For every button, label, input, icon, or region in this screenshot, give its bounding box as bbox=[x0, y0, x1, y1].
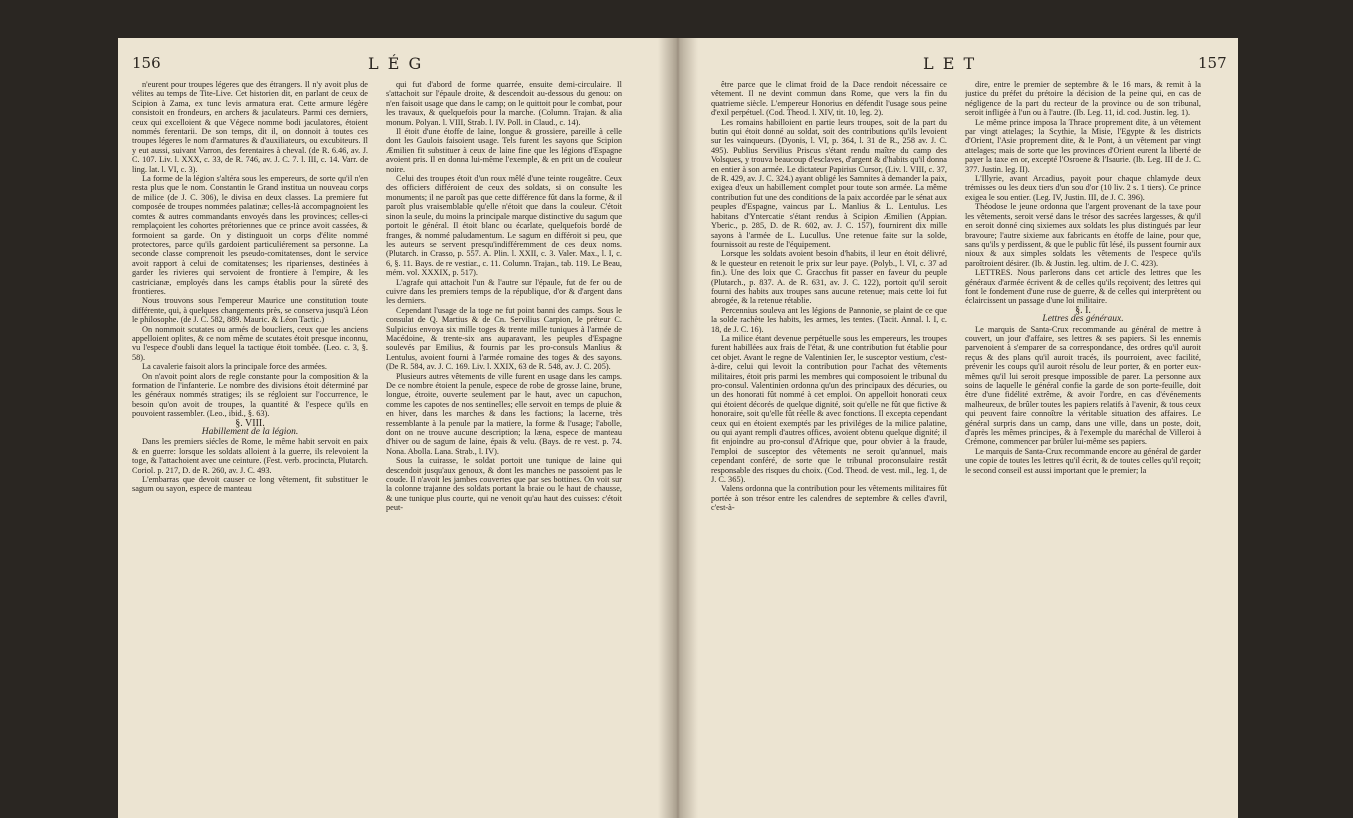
paragraph: Les romains habilloient en partie leurs troupes, soit de la part du butin qui étoit donné au soldat, soit des contributions qu'ils levoient sur les vainqueurs. (Dyonis, l. VI, p. 364, l. 31 de R., 258 av. J. C. 495). Publius Servilius Priscus s'étant rendu maître du camp des Volsques, y trouva beaucoup d'esclaves, d'argent & d'habits qu'il donna en entier à son armée. Le dictateur Papirius Cursor, (Liv. l. VIII, c. 37, de R. 429, av. J. C. 324.) ayant obligé les Samnites à demander la paix, exigea d'eux un habillement complet pour toute son armée. La même contribution fut une des conditions de la paix accordée par le sénat aux peuples d'Espagne, vaincus par L. Manlius & L. Lentulus. Les habitans d'Yntercatie s'étant rendus à Scipion Æmilien (Appian. Yberic., p. 285, D. de R. 602, av. J. C. 157), fournirent dix mille sayons à l'armée de L. Lucullus. Une retenue faite sur la solde, fournissoit au reste de l'équipement. bbox=[711, 117, 947, 249]
paragraph: On n'avoit point alors de regle constante pour la composition & la formation de l'infanterie. Le nombre des divisions étoit déterminé par les généraux nommés stratiges; ils se régloient sur l'occurrence, le besoin qu'on avoit de troupes, la quantité & l'espece qu'ils en pouvoient rassembler. (Leo., ibid., §. 63). bbox=[132, 371, 368, 419]
paragraph: être parce que le climat froid de la Dace rendoit nécessaire ce vêtement. Il ne devint commun dans Rome, que vers la fin du quatrieme siècle. L'empereur Honorius en défendit l'usage sous peine d'exil perpétuel. (Cod. Theod. l. XIV, tit. 10, leg. 2). bbox=[711, 80, 947, 118]
paragraph: Percennius souleva ant les légions de Pannonie, se plaint de ce que la solde rachète les habits, les armes, les tentes. (Tacit. Annal. l. I, c. 18, de J. C. 16). bbox=[711, 305, 947, 334]
paragraph: La milice étant devenue perpétuelle sous les empereurs, les troupes furent habillées aux frais de l'état, & une contribution fut établie pour cet objet. Avant le regne de Valentinien Ier, le susceptor vestium, c'est-à-dire, celui qui levoit la contribution pour l'achat des vêtements militaires, étoit pris parmi les membres qui composoient le tribunal du pro-consul. Valentinien ordonna qu'un des principaux des décuries, ou un des honorati fût nommé à cet emploi. On appelloit honorati ceux qui étoient décorés de quelque dignité, soit qu'elle ne fût que fictive & honoraire, soit qu'elle fût réelle & avec fonctions. Il excepta cependant ceux qui en étoient exemptés par les priviléges de la milice palatine, ou qui ayant rempli d'autres offices, avoient obtenu quelque dignité; il fit enjoindre au pro-consul d'Afrique que, pour obvier à la fraude, l'emploi de susceptor des vêtements ne seroit qu'annuel, mais cependant conféré, de sorte que le tribunal proconsulaire restât responsable des risques du choix. (Cod. Theod. de vest. mil., leg. 1, de J. C. 365). bbox=[711, 333, 947, 485]
book-spread bbox=[118, 38, 1238, 818]
left-column-1 bbox=[132, 80, 368, 810]
paragraph: Celui des troupes étoit d'un roux mêlé d'une teinte rougeâtre. Ceux des officiers différoient de ceux des soldats, si on consulte les monuments; il ne paroît pas que cette différence fût dans la forme, & il paroît plus vraisemblable qu'elle n'étoit que dans la couleur. C'étoit sinon la seule, du moins la principale marque distinctive du sagum que portoit le général. Il étoit blanc ou écarlate, quelquefois bordé de franges, & nommé paludamentum. Le sagum en différoit si peu, que les auteurs se servent presqu'indifféremment de ces deux noms. (Plutarch. in Crasso, p. 557. A. Plin. l. XXII, c. 3. Valer. Max., l. I, c. 6, §. 11. Bays. de re vestiar., c. 11. Column. Trajan., tab. 119. Le Beau, mém. vol. XXXIX, p. 517). bbox=[386, 174, 622, 278]
paragraph: L'agrafe qui attachoit l'un & l'autre sur l'épaule, fut de fer ou de cuivre dans les premiers temps de la république, d'or & d'argent dans les derniers. bbox=[386, 277, 622, 306]
paragraph: Le marquis de Santa-Crux recommande encore au général de garder une copie de toutes les lettres qu'il écrit, & de toutes celles qu'il reçoit; le second conseil est aussi important que le premier; la bbox=[965, 446, 1201, 475]
paragraph: LETTRES. Nous parlerons dans cet article des lettres que les généraux d'armée écrivent & de celles qu'ils reçoivent; des lettres qui font le fondement d'une ruse de guerre, & de celles qui interprètent ou éclaircissent un passage d'une loi militaire. bbox=[965, 268, 1201, 306]
left-running-head bbox=[118, 54, 673, 74]
paragraph: L'embarras que devoit causer ce long vêtement, fit substituer le sagum ou sayon, espece de manteau bbox=[132, 475, 368, 494]
paragraph: Le marquis de Santa-Crux recommande au général de mettre à couvert, un jour d'affaire, ses lettres & ses papiers. Si les ennemis parvenoient à s'emparer de sa correspondance, des ordres qu'il auroit reçus & des plans qu'il auroit tracés, ils pourroient, avec facilité, prévenir les coups qu'il auroit résolu de leur porter, & en porter eux-mêmes qu'il lui seroit presque impossible de parer. La personne aux soins de laquelle le général confie la garde de son porte-feuille, doit être d'une fidélité extrême, & avoir l'ordre, en cas d'événements malheureux, de brûler toutes les papiers relatifs à l'avenir, & tous ceux qui peuvent faire connoître la véritable situation des affaires. Le général surpris dans un camp, dans une ville, dans un poste, doit, d'après les mêmes principes, & à l'exemple du maréchal de Villeroi à Crémone, commencer par brûler lui-même ses papiers. bbox=[965, 324, 1201, 447]
subsection-heading: Lettres des généraux. bbox=[1042, 314, 1124, 325]
paragraph: n'eurent pour troupes légeres que des étrangers. Il n'y avoit plus de vélites au temps de Tite-Live. Cet historien dit, en parlant de ceux de Scipion à Zama, ex tunc levis armatura erat. Cette armure légère consistoit en frondeurs, en archers & jaculateurs. Parmi ces derniers, ceux qui excelloient & que Végece nomme bodi jaculatores, étoient nommés ferentarii. De son temps, dit il, on donnoit à toutes ces troupes légeres le nom d'armatures & d'auxiliateurs, ou excubiteurs. Il y eut aussi, suivant Varron, des ferentaires à cheval. (de R. 6.46, av. J. C. 107. Liv. l. XXX, c. 33, de R. 746, av. J. C. 7. l. III, c. 14. Varr. de ling. lat. l. VI, c. 3). bbox=[132, 80, 368, 174]
paragraph: Sous la cuirasse, le soldat portoit une tunique de laine qui descendoit jusqu'aux genoux, & dont les manches ne passoient pas le coude. Il n'avoit les jambes couvertes que par ses bottines. On voit sur la colonne trajanne des soldats portant la braie ou le haut de chausse, & une tunique plus courte, qui ne venoit qu'au haut des cuisses: c'étoit peut- bbox=[386, 456, 622, 513]
right-running-head bbox=[683, 54, 1238, 74]
right-page-number: 157 bbox=[1198, 54, 1227, 72]
paragraph: On nommoit scutates ou armés de boucliers, ceux que les anciens appelloient oplites, & ce nom même de scutates étoit presque inconnu, vu l'espece d'oubli dans lequel la tactique étoit tombée. (Leo. c. 3, §. 58). bbox=[132, 324, 368, 362]
paragraph: qui fut d'abord de forme quarrée, ensuite demi-circulaire. Il s'attachoit sur l'épaule droite, & descendoit au-dessous du genou: on n'en faisoit usage que dans le camp; on le quittoit pour le combat, pour les travaux, & quelquefois pour la marche. (Column. Trajan. & alia monum. Polyan. l. VIII, Strab. l. IV. Poll. in Claud., c. 14). bbox=[386, 80, 622, 127]
paragraph: Nous trouvons sous l'empereur Maurice une constitution toute différente, qui, à quelques changements près, se conserva jusqu'à Léon le philosophe. (de J. C. 582, 889. Mauric. & Léon Tactic.) bbox=[132, 296, 368, 325]
subsection-heading: Habillement de la légion. bbox=[201, 427, 299, 438]
section-heading: §. I. bbox=[1075, 304, 1091, 316]
paragraph: Théodose le jeune ordonna que l'argent provenant de la taxe pour les vêtements, seroit versé dans le trésor des sacrées largesses, & qu'il en seroit donné cinq sixiemes aux soldats les plus distingués par leur bravoure; l'autre sixieme aux fabricants en étoffe de laine, pour que, sans qu'ils y perdissent, & que le public fût lésé, ils pussent fournir aux nioux & aux simples soldats les vêtements de l'espece qu'ils paroîtroient désirer. (Ib. & Justin. leg. ultim. de J. C. 423). bbox=[965, 202, 1201, 268]
paragraph: Il étoit d'une étoffe de laine, longue & grossiere, pareille à celle dont les Gaulois faisoient usage. Tels furent les sayons que Scipion Æmilien fit substituer à ceux de laine fine que les légions d'Espagne avoient pris. Il en donna lui-même l'exemple, & en prit un de couleur noire. bbox=[386, 127, 622, 174]
paragraph: La cavalerie faisoit alors la principale force des armées. bbox=[142, 362, 327, 372]
section-heading: §. VIII. bbox=[235, 417, 265, 429]
left-page bbox=[118, 38, 673, 818]
paragraph: Dans les premiers siécles de Rome, le même habit servoit en paix & en guerre: lorsque les soldats alloient à la guerre, ils relevoient la toge, & l'attachoient avec une ceinture. (Fest. verb. procincta, Plutarch. Coriol. p. 217, D. de R. 260, av. J. C. 493. bbox=[132, 437, 368, 475]
paragraph: Valens ordonna que la contribution pour les vêtements militaires fût portée à son trésor entre les calendres de septembre & celles d'avril, c'est-à- bbox=[711, 484, 947, 513]
left-running-title: L É G bbox=[368, 54, 424, 73]
right-running-title: L E T bbox=[923, 54, 977, 73]
paragraph: dire, entre le premier de septembre & le 16 mars, & remit à la justice du préfet du prétoire la décision de la peine qui, en cas de négligence de la part du recteur de la province ou de son tribunal, seroit infligée à l'un ou à l'autre. (Ib. Leg. 11, id. cod. Justin. leg. 1). bbox=[965, 80, 1201, 118]
book-gutter bbox=[658, 38, 698, 818]
right-page bbox=[683, 38, 1238, 818]
paragraph: Plusieurs autres vêtements de ville furent en usage dans les camps. De ce nombre étoient la penule, espece de robe de grosse laine, brune, longue, étroite, ouverte seulement par le haut, avec un capuchon, comme les capotes de nos sentinelles; elle servoit en temps de pluie & en hiver, dans les marches & dans les factions; la lacerne, très ressemblante à la penule par la matiere, la forme & l'usage; l'abolle, dont on ne trouve aucune description; la læna, espece de manteau d'hiver ou de sagum de laine, épais & velu. (Bays. de re vest. p. 74. Nona. Abolla. Lana. Strab., l. IV). bbox=[386, 371, 622, 456]
left-column-2 bbox=[386, 80, 622, 810]
right-column-2 bbox=[965, 80, 1201, 810]
paragraph: Le même prince imposa la Thrace proprement dite, à un vêtement par vingt attelages; la Scythie, la Misie, l'Egypte & les districts d'Orient, l'Asie proprement dite, & le Pont, à un vêtement par vingt attelages; mais de sorte que les provinces d'Orient eurent la liberté de payer la taxe en or, excepté l'Osroene & l'Isaurie. (Ib. Leg. III de J. C. 377. Justin. leg. II). bbox=[965, 117, 1201, 174]
left-page-number: 156 bbox=[132, 54, 161, 72]
paragraph: Cependant l'usage de la toge ne fut point banni des camps. Sous le consulat de Q. Martius & de Cn. Servilius Carpion, le préteur C. Sulpicius envoya six mille toges & trente mille tuniques à l'armée de Macédoine, & trente-six ans auparavant, les peuples d'Espagne soulevés par Emilius, & fournis par les pro-consuls Manlius & Lentulus, avoient fourni à l'armée romaine des toges & des sayons. (De R. 584, av. J. C. 169. Liv. l. XXIX, 63 de R. 548, av. J. C. 205). bbox=[386, 305, 622, 372]
paragraph: L'Illyrie, avant Arcadius, payoit pour chaque chlamyde deux trémisses ou les deux tiers d'un sou d'or (10 liv. 2 s. 1 tiers). Ce prince exigea le sou entier. (Leg. IV, Justin. III, de J. C. 396). bbox=[965, 174, 1201, 202]
paragraph: Lorsque les soldats avoient besoin d'habits, il leur en étoit délivré, & le questeur en retenoit le prix sur leur paye. (Polyb., l. VI, c. 37 ad fin.). Une des loix que C. Gracchus fit passer en faveur du peuple (Plutarch., p. 837. A. de R. 631, av. J. C. 122), portoit qu'il seroit fourni des habits aux troupes sans aucune retenue; mais cette loi fut abrogée, & la retenue rétablie. bbox=[711, 249, 947, 306]
paragraph: La forme de la légion s'altéra sous les empereurs, de sorte qu'il n'en resta plus que le nom. Constantin le Grand institua un nouveau corps de milice (de J. C. 306), le divisa en deux classes. La premiere fut composée de troupes nommées palatinæ; celles-là accompagnoient les comtes & autres commandants envoyés dans les provinces; celles-ci remplaçoient les cohortes prétoriennes que ce prince avoit cassées, & formoient sa garde. On y distinguoit un corps d'élite nommé protectores, parce qu'ils gardoient particuliérement sa personne. La seconde classe comprenoit les pseudo-comitatenses, dont le service avoit rapport à celui de comitatenses; les riparienses, destinées à garder les rivieres qui servoient de frontiere à l'empire, & les castricianæ, employés dans les camps établis pour la sûreté des frontieres. bbox=[132, 174, 368, 296]
right-column-1 bbox=[711, 80, 947, 810]
